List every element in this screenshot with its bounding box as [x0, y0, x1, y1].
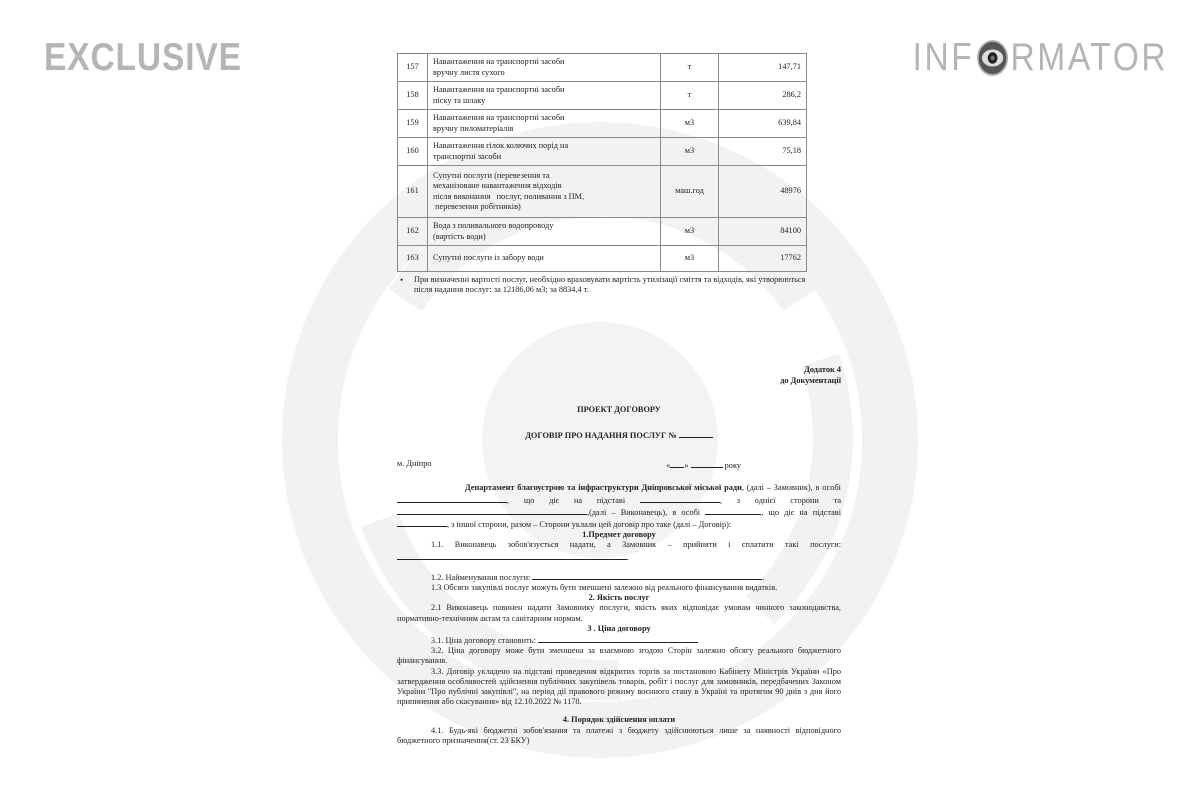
- row-number: 162: [398, 218, 428, 246]
- row-unit: м3: [661, 138, 719, 166]
- row-description: Навантаження гілок колючих порід на транспортні засоби: [428, 138, 661, 166]
- clause-3-3: 3.3. Договір укладено на підставі проведення відкритих торгів за постановою Кабінету Міністрів України «Про затвердження особливостей здійснення публічних закупівель товарів, робіт і послуг для замовників, передбачених Законом України "Про публічні закупівлі", на період дії правового режиму воєнного стану в Україні та протягом 90 днів з дня його припинення або скасування» від 12.10.2022 № 1178.: [397, 666, 841, 707]
- customer-name: Департамент благоустрою та інфраструктури Дніпровської міської ради: [465, 483, 742, 493]
- row-number: 159: [398, 110, 428, 138]
- exclusive-label: EXCLUSIVE: [44, 36, 242, 79]
- section-3-title: 3 . Ціна договору: [587, 623, 651, 633]
- row-description: Супутні послуги (перевезення та механізоване навантаження відходів після виконання послуг, поливання з ПМ, перевезення робітників): [428, 166, 661, 218]
- table-row: [398, 138, 807, 166]
- bullet-icon: •: [400, 275, 404, 285]
- table-row: [398, 246, 807, 272]
- row-value: 84100: [719, 218, 807, 246]
- row-number: 157: [398, 54, 428, 82]
- clause-1-2: 1.2. Найменування послуги: .: [431, 572, 765, 582]
- logo-suffix: RMATOR: [1010, 36, 1168, 79]
- row-unit: т: [661, 54, 719, 82]
- clause-1-3: 1.3 Обсяги закупівлі послуг можуть бути зменшені залежно від реального фінансування видатків.: [431, 583, 778, 593]
- table-row: [398, 54, 807, 82]
- clause-3-1: 3.1. Ціна договору становить:: [397, 634, 841, 646]
- contract-number-blank: [679, 429, 713, 438]
- row-number: 163: [398, 246, 428, 272]
- date-blank: « » року: [666, 461, 741, 471]
- row-unit: м3: [661, 218, 719, 246]
- table-row: [398, 82, 807, 110]
- cost-note: [397, 275, 841, 295]
- note-text: При визначенні вартості послуг, необхідно враховувати вартість утилізації сміття та відходів, які утворюються після надання послуг: за 12186,06 м3; за 8834,4 т.: [414, 275, 806, 295]
- logo-prefix: INF: [912, 36, 975, 79]
- section-1-title: 1.Предмет договору: [582, 530, 656, 540]
- row-number: 160: [398, 138, 428, 166]
- row-description: Навантаження на транспортні засоби вручну листя сухого: [428, 54, 661, 82]
- row-description: Вода з поливального водопроводу (вартість води): [428, 218, 661, 246]
- clause-2-1: 2.1 Виконавець повинен надати Замовнику послуги, якість яких відповідає умовам чинного законодавства, нормативно-технічним актам та санітарним нормам.: [397, 603, 841, 623]
- row-value: 75,18: [719, 138, 807, 166]
- row-description: Навантаження на транспортні засоби вручну пиломатеріалів: [428, 110, 661, 138]
- row-unit: м3: [661, 246, 719, 272]
- annex-label: Додаток 4 до Документації: [780, 365, 841, 385]
- section-4-title: 4. Порядок здійснення оплати: [562, 715, 676, 725]
- clause-4-1: 4.1. Будь-які бюджетні зобов'язання та платежі з бюджету здійснюються лише за наявності відповідного бюджетного призначення(ст. 23 БКУ): [397, 725, 841, 745]
- table-row: [398, 110, 807, 138]
- row-value: 147,71: [719, 54, 807, 82]
- eye-icon: [976, 39, 1009, 77]
- row-unit: маш.год: [661, 166, 719, 218]
- row-value: 48976: [719, 166, 807, 218]
- contract-subtitle: ДОГОВІР ПРО НАДАННЯ ПОСЛУГ №: [397, 429, 841, 441]
- row-description: Супутні послуги із забору води: [428, 246, 661, 272]
- row-value: 286,2: [719, 82, 807, 110]
- row-number: 161: [398, 166, 428, 218]
- table-row: [398, 166, 807, 218]
- city-date-row: [397, 459, 841, 471]
- document-page: [397, 53, 841, 746]
- table-row: [398, 218, 807, 246]
- section-2-title: 2. Якість послуг: [588, 593, 650, 603]
- row-unit: т: [661, 82, 719, 110]
- row-value: 17762: [719, 246, 807, 272]
- parties-paragraph: Департамент благоустрою та інфраструктури Дніпровської міської ради, (далі – Замовник), в особі , що діє на підставі , з однієї сторони та ,(далі – Виконавець), в особі , що діє на підставі , з іншої сторони, разом – Сторони уклали цей договір про таке (далі – Договір):: [397, 483, 841, 530]
- row-unit: м3: [661, 110, 719, 138]
- row-description: Навантаження на транспортні засоби піску та шлаку: [428, 82, 661, 110]
- city: м. Дніпро: [397, 459, 432, 469]
- clause-1-1: 1.1. Виконавець зобов'язується надати, а Замовник – прийняти і сплатити такі послуги: .: [397, 540, 841, 562]
- row-value: 639,84: [719, 110, 807, 138]
- clause-3-2: 3.2. Ціна договору може бути зменшена за взаємною згодою Сторін залежно обсягу реального бюджетного фінансування.: [397, 646, 841, 666]
- row-number: 158: [398, 82, 428, 110]
- services-table: [397, 53, 807, 272]
- informator-logo: [912, 36, 1168, 80]
- document-title: ПРОЕКТ ДОГОВОРУ: [577, 404, 661, 414]
